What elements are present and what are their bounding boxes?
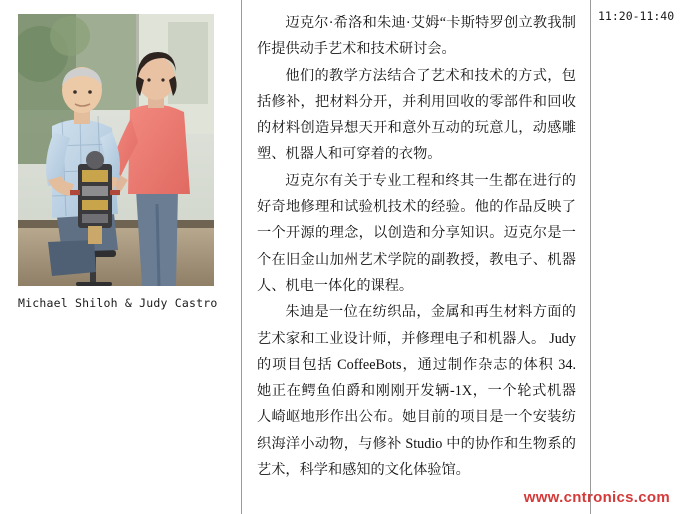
paragraph: 朱迪是一位在纺织品，金属和再生材料方面的艺术家和工业设计师，并修理电子和机器人。 Judy 的项目包括 CoffeeBots，通过制作杂志的体积 34. 她正在鳄鱼伯爵和刚刚开发辆-1X，一个轮式机器人崎岖地形作出公布。她目前的项目是一个安装纺织海洋小动物，与修补 Studio 中的协作和生物系的艺术，科学和感知的文化体验馆。: [257, 304, 576, 479]
paragraph: 迈克尔有关于专业工程和终其一生都在进行的好奇地修理和试验机技术的经验。他的作品反映了一个开源的理念，以创造和分享知识。迈克尔是一个在旧金山加州艺术学院的副教授，教电子、机器人、机电一体化的课程。: [257, 172, 576, 294]
paragraph: 他们的教学方法结合了艺术和技术的方式，包括修补，把材料分开，并利用回收的零部件和回收的材料创造异想天开和意外互动的玩意儿，动感雕塑、机器人和可穿着的衣物。: [257, 67, 576, 163]
session-time: 11:20-11:40: [598, 9, 675, 23]
article-text-column: [243, 0, 591, 514]
photo-illustration: [18, 14, 214, 286]
workshop-photo: [18, 14, 214, 286]
site-watermark: www.cntronics.com: [523, 489, 670, 506]
photo-column: [0, 0, 242, 514]
paragraph: 迈克尔·希洛和朱迪·艾姆“卡斯特罗创立教我制作提供动手艺术和技术研讨会。: [257, 15, 576, 58]
photo-caption: Michael Shiloh & Judy Castro: [18, 296, 218, 310]
timestamp-column: [592, 0, 680, 514]
